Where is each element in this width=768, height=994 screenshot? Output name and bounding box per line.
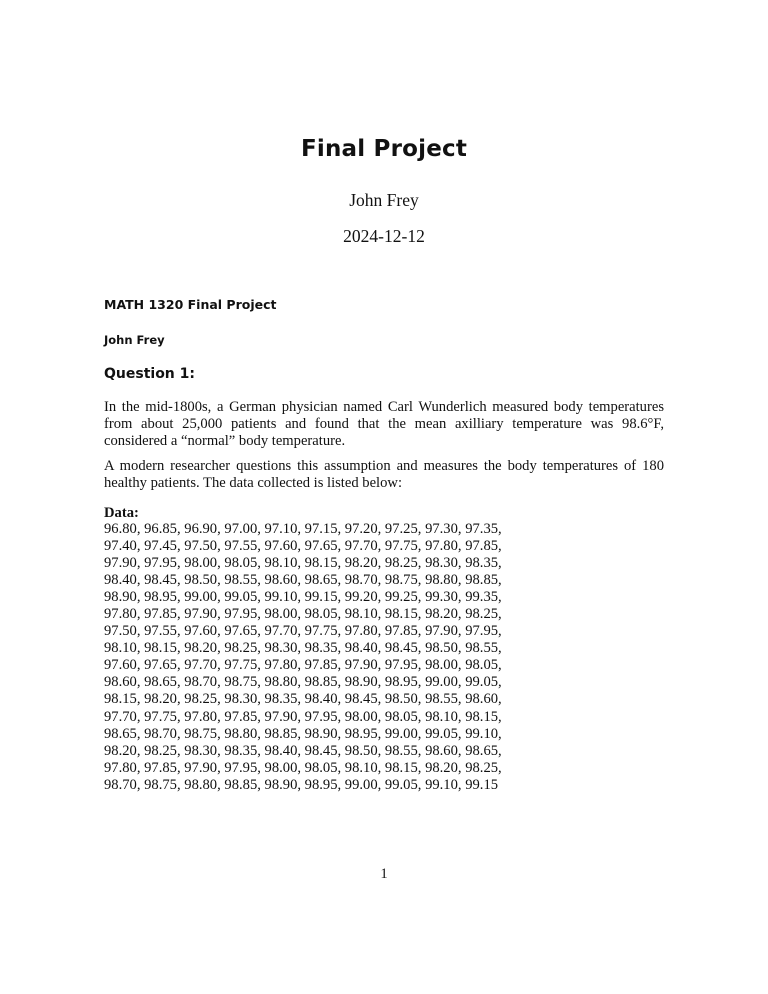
data-line: 98.65, 98.70, 98.75, 98.80, 98.85, 98.90, 98.95, 99.00, 99.05, 99.10, <box>104 725 502 742</box>
data-line: 98.10, 98.15, 98.20, 98.25, 98.30, 98.35, 98.40, 98.45, 98.50, 98.55, <box>104 640 502 657</box>
data-line: 98.70, 98.75, 98.80, 98.85, 98.90, 98.95, 99.00, 99.05, 99.10, 99.15 <box>104 776 499 793</box>
data-line: 98.90, 98.95, 99.00, 99.05, 99.10, 99.15, 99.20, 99.25, 99.30, 99.35, <box>104 589 502 606</box>
data-line: 97.80, 97.85, 97.90, 97.95, 98.00, 98.05, 98.10, 98.15, 98.20, 98.25, <box>104 759 502 776</box>
data-line: 97.90, 97.95, 98.00, 98.05, 98.10, 98.15, 98.20, 98.25, 98.30, 98.35, <box>104 555 502 572</box>
data-line: 98.60, 98.65, 98.70, 98.75, 98.80, 98.85, 98.90, 98.95, 99.00, 99.05, <box>104 674 502 691</box>
study-paragraph: A modern researcher questions this assumption and measures the body temperatures of 180 healthy patients. The data collected is listed below: <box>104 458 664 491</box>
data-line: 97.50, 97.55, 97.60, 97.65, 97.70, 97.75, 97.80, 97.85, 97.90, 97.95, <box>104 623 502 640</box>
question-heading: Question 1: <box>104 366 195 382</box>
document-title: Final Project <box>300 136 468 162</box>
page-number: 1 <box>380 866 388 882</box>
data-line: 97.40, 97.45, 97.50, 97.55, 97.60, 97.65, 97.70, 97.75, 97.80, 97.85, <box>104 538 502 555</box>
data-line: 96.80, 96.85, 96.90, 97.00, 97.10, 97.15, 97.20, 97.25, 97.30, 97.35, <box>104 521 502 537</box>
name-heading: John Frey <box>104 333 165 347</box>
data-line: 98.40, 98.45, 98.50, 98.55, 98.60, 98.65, 98.70, 98.75, 98.80, 98.85, <box>104 572 502 589</box>
intro-paragraph: In the mid-1800s, a German physician named Carl Wunderlich measured body temperatures from about 25,000 patients and found that the mean axilliary temperature was 98.6°F, considered a “normal” body temperature. <box>104 399 664 449</box>
document-date: 2024-12-12 <box>343 226 425 246</box>
data-line: 98.15, 98.20, 98.25, 98.30, 98.35, 98.40, 98.45, 98.50, 98.55, 98.60, <box>104 691 502 708</box>
document-author: John Frey <box>349 190 419 210</box>
data-line: 97.60, 97.65, 97.70, 97.75, 97.80, 97.85, 97.90, 97.95, 98.00, 98.05, <box>104 657 502 674</box>
data-list <box>104 521 502 794</box>
data-line: 97.80, 97.85, 97.90, 97.95, 98.00, 98.05, 98.10, 98.15, 98.20, 98.25, <box>104 606 502 623</box>
course-heading: MATH 1320 Final Project <box>104 297 277 312</box>
data-line: 97.70, 97.75, 97.80, 97.85, 97.90, 97.95, 98.00, 98.05, 98.10, 98.15, <box>104 708 502 725</box>
data-label: Data: <box>104 505 139 521</box>
data-line: 98.20, 98.25, 98.30, 98.35, 98.40, 98.45, 98.50, 98.55, 98.60, 98.65, <box>104 742 502 759</box>
